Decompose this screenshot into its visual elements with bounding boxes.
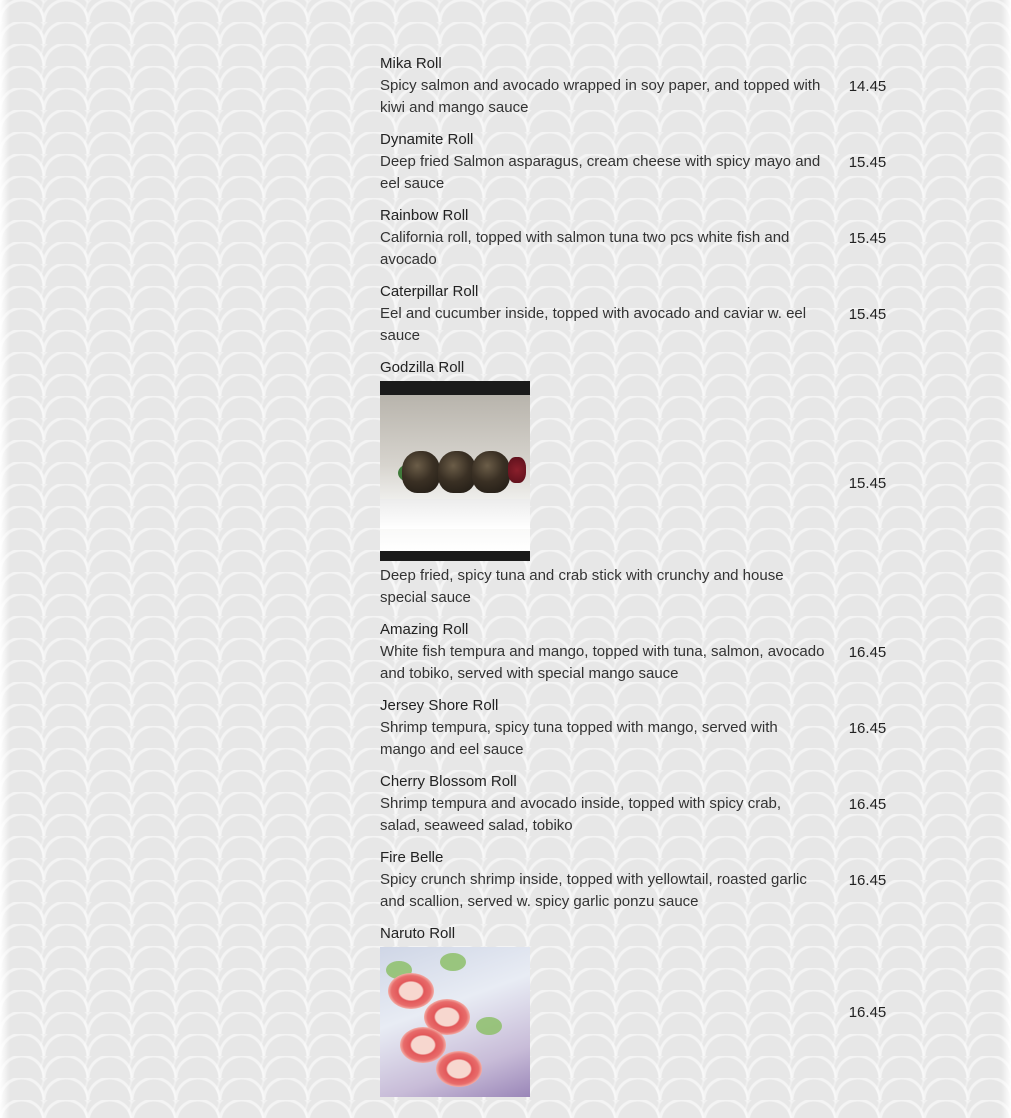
menu-item-name: Fire Belle (380, 849, 444, 866)
menu-item-main (380, 357, 825, 609)
page-frame-left (0, 0, 10, 1118)
menu-item-mika-roll[interactable] (380, 52, 910, 120)
naruto-roll-photo[interactable] (380, 947, 530, 1097)
menu-item-main (380, 53, 825, 119)
photo-greens (476, 1017, 502, 1035)
menu-item-name: Naruto Roll (380, 925, 456, 942)
menu-item-name: Amazing Roll (380, 621, 469, 638)
menu-item-dynamite-roll[interactable] (380, 128, 910, 196)
menu-item-caterpillar-roll[interactable] (380, 280, 910, 348)
menu-item-name: Jersey Shore Roll (380, 697, 499, 714)
menu-item-price: 14.45 (848, 77, 887, 95)
menu-item-main (380, 923, 825, 1101)
menu-item-price: 16.45 (848, 795, 887, 813)
menu-item-description: Eel and cucumber inside, topped with avocado and caviar w. eel sauce (380, 305, 807, 344)
menu-item-name: Cherry Blossom Roll (380, 773, 517, 790)
photo-roll-piece (402, 451, 440, 493)
menu-item-main (380, 129, 825, 195)
menu-item-name: Godzilla Roll (380, 359, 465, 376)
menu-item-price: 15.45 (848, 153, 887, 171)
menu-item-amazing-roll[interactable] (380, 618, 910, 686)
menu-item-price: 16.45 (848, 719, 887, 737)
menu-item-rainbow-roll[interactable] (380, 204, 910, 272)
menu-item-naruto-roll[interactable] (380, 922, 910, 1102)
photo-naruto-slice (388, 973, 434, 1009)
menu-item-fire-belle[interactable] (380, 846, 910, 914)
menu-item-main (380, 695, 825, 761)
menu-item-description: Spicy crunch shrimp inside, topped with yellowtail, roasted garlic and scallion, served w. spicy garlic ponzu sauce (380, 871, 807, 910)
menu-item-description: Deep fried Salmon asparagus, cream cheese with spicy mayo and eel sauce (380, 153, 821, 192)
page-frame-right (1001, 0, 1011, 1118)
menu-item-price: 16.45 (848, 1003, 887, 1021)
photo-plate-rim (380, 499, 530, 529)
menu-item-description: Spicy salmon and avocado wrapped in soy paper, and topped with kiwi and mango sauce (380, 77, 821, 116)
menu-item-description: California roll, topped with salmon tuna two pcs white fish and avocado (380, 229, 790, 268)
menu-item-main (380, 205, 825, 271)
menu-list (380, 52, 910, 1110)
photo-greens (440, 953, 466, 971)
photo-roll-piece (472, 451, 510, 493)
menu-item-name: Caterpillar Roll (380, 283, 479, 300)
menu-item-main (380, 619, 825, 685)
menu-item-jersey-shore-roll[interactable] (380, 694, 910, 762)
menu-item-name: Dynamite Roll (380, 131, 474, 148)
photo-naruto-slice (400, 1027, 446, 1063)
photo-roll-piece (438, 451, 476, 493)
menu-item-description: Shrimp tempura and avocado inside, topped with spicy crab, salad, seaweed salad, tobiko (380, 795, 782, 834)
menu-item-description: Deep fried, spicy tuna and crab stick with crunchy and house special sauce (380, 567, 784, 606)
menu-item-price: 16.45 (848, 643, 887, 661)
menu-item-godzilla-roll[interactable] (380, 356, 910, 610)
menu-item-name: Mika Roll (380, 55, 442, 72)
menu-item-main (380, 281, 825, 347)
menu-item-main (380, 771, 825, 837)
menu-item-price: 15.45 (848, 229, 887, 247)
godzilla-roll-photo[interactable] (380, 381, 530, 561)
menu-item-cherry-blossom-roll[interactable] (380, 770, 910, 838)
menu-item-price: 16.45 (848, 871, 887, 889)
menu-item-description: White fish tempura and mango, topped with tuna, salmon, avocado and tobiko, served with special mango sauce (380, 643, 825, 682)
menu-item-price: 15.45 (848, 305, 887, 323)
photo-naruto-slice (436, 1051, 482, 1087)
menu-item-name: Rainbow Roll (380, 207, 469, 224)
menu-item-main (380, 847, 825, 913)
menu-item-price: 15.45 (848, 474, 887, 492)
photo-sauce (508, 457, 526, 483)
menu-item-description: Shrimp tempura, spicy tuna topped with mango, served with mango and eel sauce (380, 719, 778, 758)
